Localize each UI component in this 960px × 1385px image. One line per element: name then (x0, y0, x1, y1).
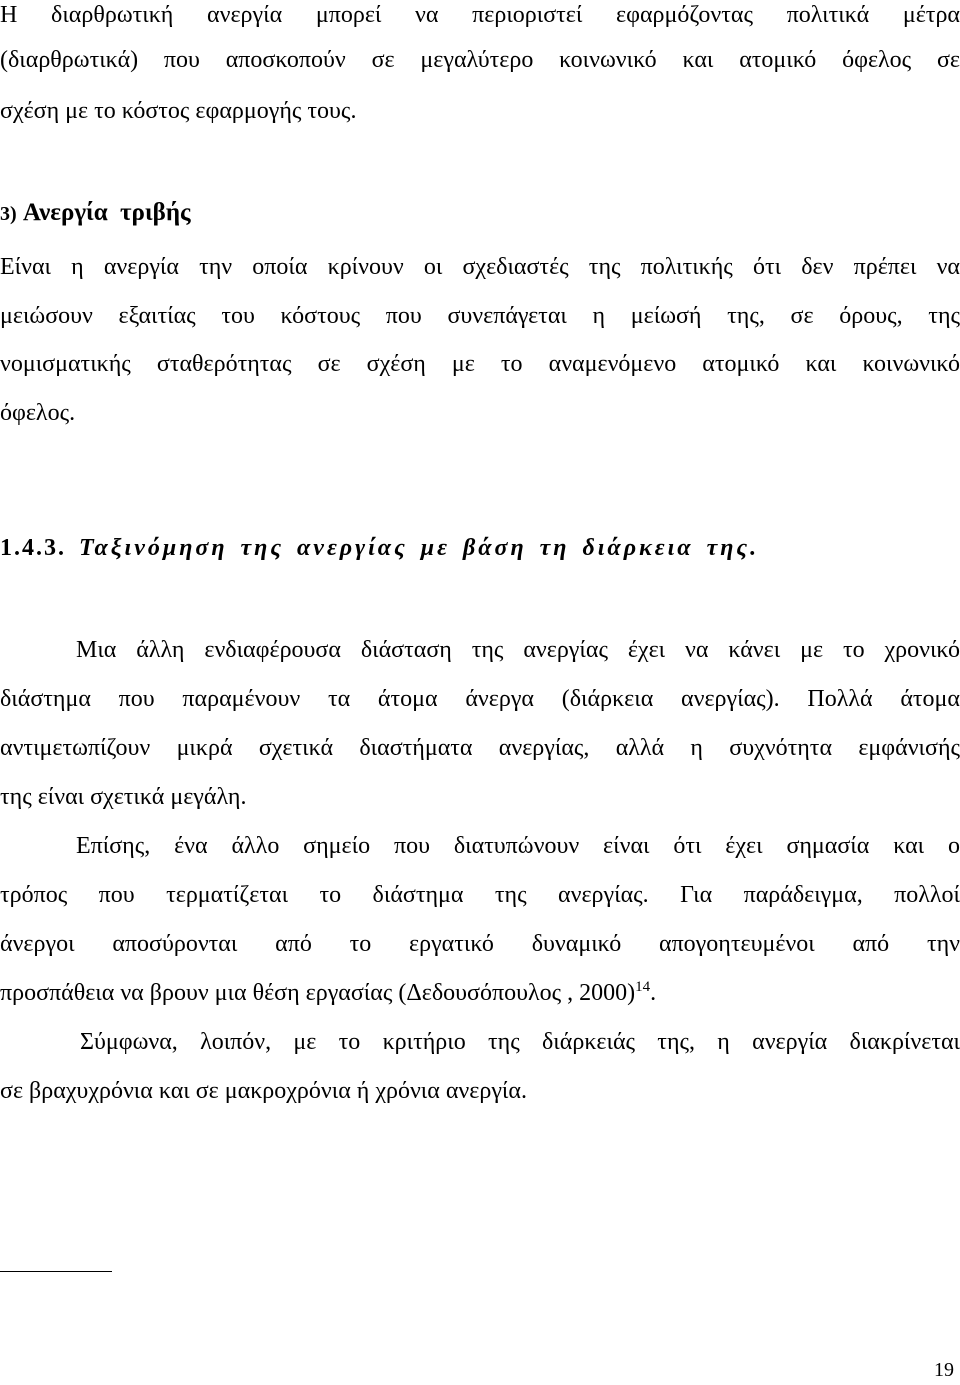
text-line: όφελος. (0, 400, 76, 426)
text-line: άνεργοι αποσύρονται από το εργατικό δυναμικό απογοητευμένοι από την (0, 931, 960, 957)
text-line: σε βραχυχρόνια και σε μακροχρόνια ή χρόνια ανεργία. (0, 1078, 527, 1104)
sentence-end: . (650, 980, 657, 1006)
text-line-content: προσπάθεια να βρουν μια θέση εργασίας (Δεδουσόπουλος , 2000) (0, 980, 636, 1006)
text-line: Σύμφωνα, λοιπόν, με το κριτήριο της διάρκειάς της, η ανεργία διακρίνεται (80, 1029, 960, 1055)
text-line: Μια άλλη ενδιαφέρουσα διάσταση της ανεργίας έχει να κάνει με το χρονικό (76, 637, 960, 663)
text-line: τρόπος που τερματίζεται το διάστημα της ανεργίας. Για παράδειγμα, πολλοί (0, 882, 960, 908)
text-line (0, 978, 960, 1008)
page-number: 19 (934, 1359, 954, 1381)
footnote-reference[interactable]: 14 (635, 979, 651, 995)
subsection-heading (0, 198, 960, 229)
footnote-separator (0, 1271, 112, 1272)
text-line: Είναι η ανεργία την οποία κρίνουν οι σχεδιαστές της πολιτικής ότι δεν πρέπει να (0, 254, 960, 280)
text-line: μειώσουν εξαιτίας του κόστους που συνεπάγεται η μείωσή της, σε όρους, της (0, 303, 960, 329)
section-title: Ταξινόμηση της ανεργίας με βάση τη διάρκεια της. (79, 535, 760, 561)
text-line: αντιμετωπίζουν μικρά σχετικά διαστήματα ανεργίας, αλλά η συχνότητα εμφάνισής (0, 735, 960, 761)
text-line: διάστημα που παραμένουν τα άτομα άνεργα (διάρκεια ανεργίας). Πολλά άτομα (0, 686, 960, 712)
text-line: Επίσης, ένα άλλο σημείο που διατυπώνουν είναι ότι έχει σημασία και ο (76, 833, 960, 859)
text-line: σχέση με το κόστος εφαρμογής τους. (0, 98, 357, 124)
text-line: της είναι σχετικά μεγάλη. (0, 784, 247, 810)
subsection-number: 3) (0, 203, 17, 225)
text-line: (διαρθρωτικά) που αποσκοπούν σε μεγαλύτερο κοινωνικό και ατομικό όφελος σε (0, 47, 960, 73)
subsection-title: Ανεργία τριβής (22, 199, 191, 226)
text-line: Η διαρθρωτική ανεργία μπορεί να περιοριστεί εφαρμόζοντας πολιτικά μέτρα (0, 2, 960, 28)
text-line: νομισματικής σταθερότητας σε σχέση με το αναμενόμενο ατομικό και κοινωνικό (0, 351, 960, 377)
section-number: 1.4.3. (0, 535, 66, 561)
section-heading (0, 533, 960, 563)
